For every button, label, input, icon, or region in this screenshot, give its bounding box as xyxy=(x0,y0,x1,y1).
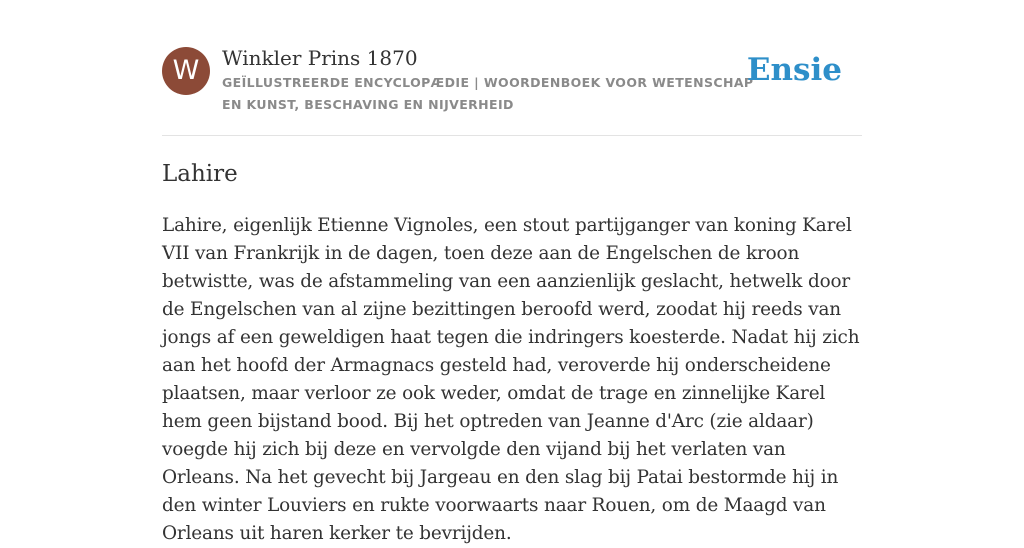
article-body: Lahire, eigenlijk Etienne Vignoles, een stout partijganger van koning Karel VII van Frankrijk in de dagen, toen deze aan de Engelschen de kroon betwistte, was de afstammeling van een aanzienlijk geslacht, hetwelk door de Engelschen van al zijne bezittingen beroofd werd, zoodat hij reeds van jongs af een geweldigen haat tegen die indringers koesterde. Nadat hij zich aan het hoofd der Armagnacs gesteld had, veroverde hij onderscheidene plaatsen, maar verloor ze ook weder, omdat de trage en zinnelijke Karel hem geen bijstand bood. Bij het optreden van Jeanne d'Arc (zie aldaar) voegde hij zich bij deze en vervolgde den vijand bij het verlaten van Orleans. Na het gevecht bij Jargeau en den slag bij Patai bestormde hij in den winter Louviers en rukte voorwaarts naar Rouen, om de Maagd van Orleans uit haren kerker te bevrijden. xyxy=(162,215,860,544)
source-avatar: W xyxy=(162,47,210,95)
article-title: Lahire xyxy=(162,161,238,187)
source-subtitle: GEÏLLUSTREERDE ENCYCLOPÆDIE | WOORDENBOEK VOOR WETENSCHAP EN KUNST, BESCHAVING EN NIJVERHEID xyxy=(222,75,754,112)
header-divider xyxy=(162,135,862,136)
source-header xyxy=(162,46,862,126)
source-title[interactable]: Winkler Prins 1870 xyxy=(222,46,418,70)
ensie-logo-link[interactable]: Ensie xyxy=(746,52,842,88)
